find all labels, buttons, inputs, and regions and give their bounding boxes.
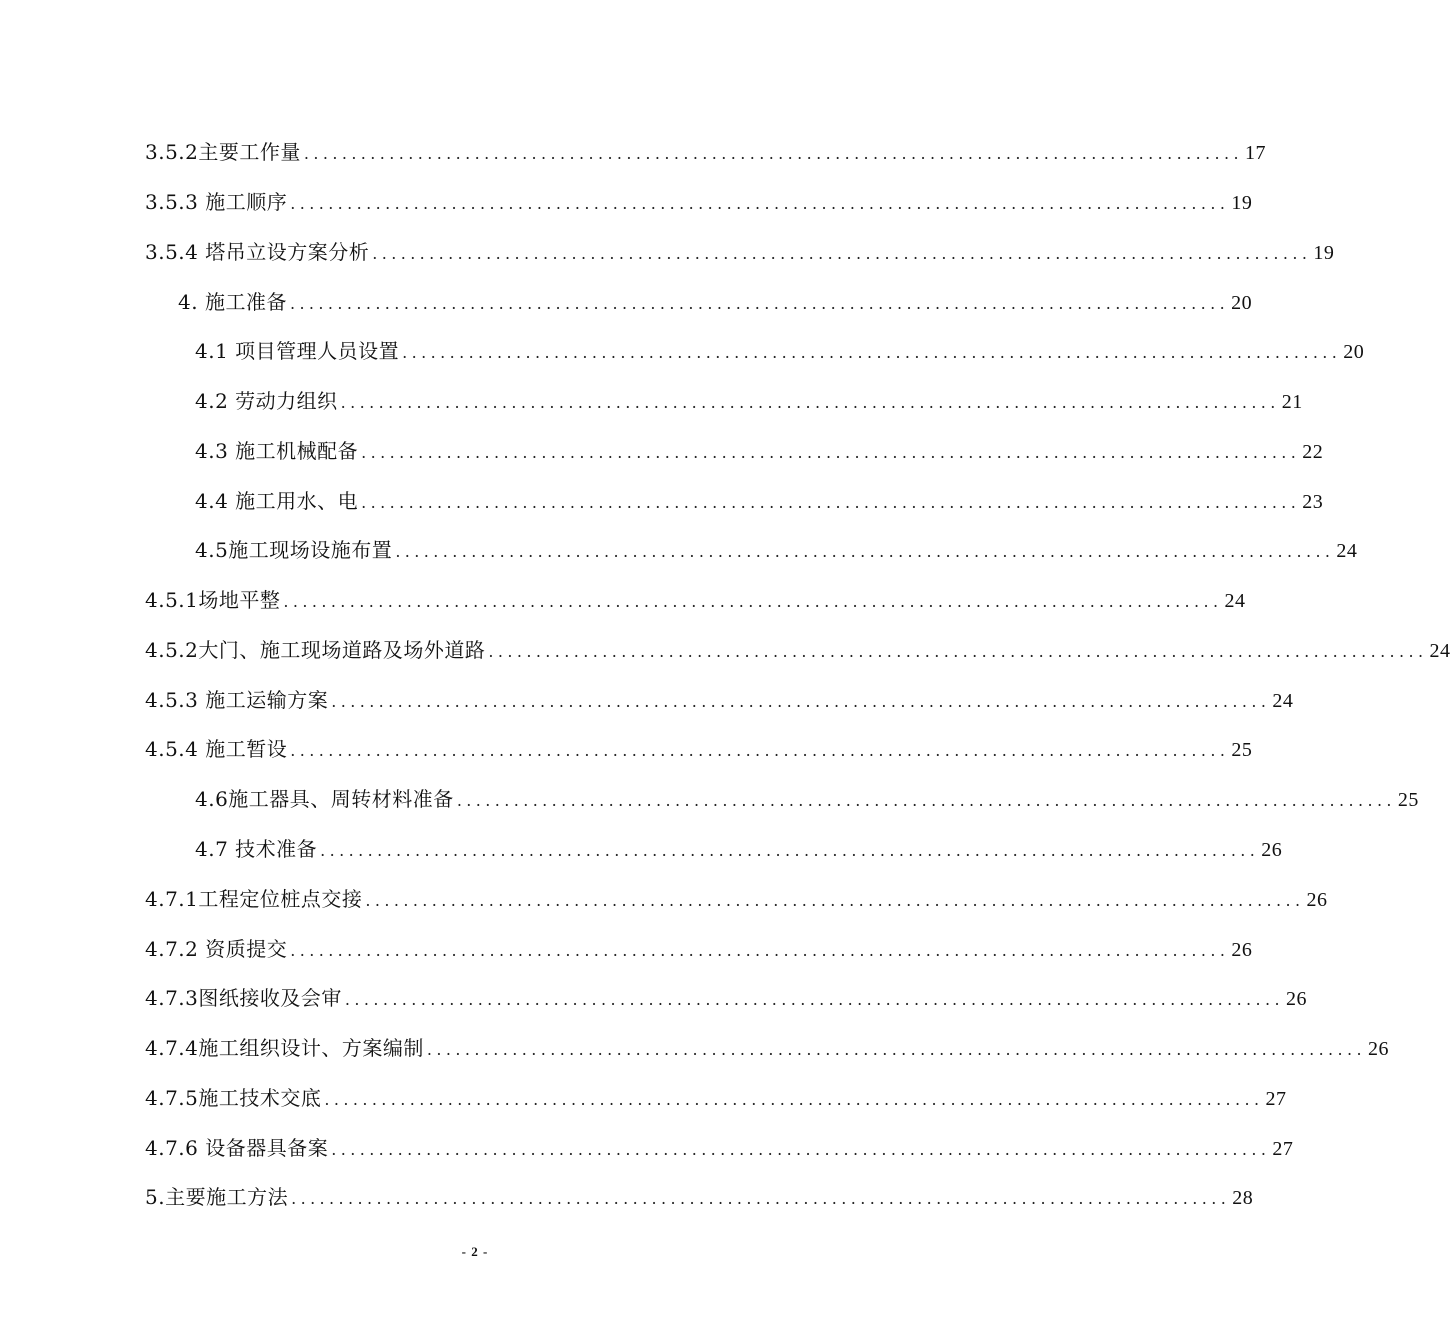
- toc-entry[interactable]: [145, 186, 1253, 218]
- toc-entry-page: 19: [1313, 242, 1335, 264]
- toc-entry-page: 24: [1336, 540, 1358, 562]
- toc-entry[interactable]: [145, 634, 1451, 666]
- toc-dot-leader: ...................................................................................................: [344, 990, 1284, 1009]
- toc-dot-leader: ...................................................................................................: [340, 393, 1280, 412]
- toc-entry[interactable]: [145, 1181, 1254, 1213]
- toc-entry-title: 4.7.1工程定位桩点交接: [145, 887, 363, 911]
- toc-entry[interactable]: [195, 833, 1283, 865]
- toc-entry-title: 4.7.3图纸接收及会审: [145, 986, 342, 1010]
- toc-entry-title: 4.5.3 施工运输方案: [145, 688, 329, 712]
- toc-dot-leader: ...................................................................................................: [488, 642, 1428, 661]
- toc-entry[interactable]: [145, 684, 1294, 716]
- toc-dot-leader: ...................................................................................................: [289, 294, 1230, 313]
- toc-entry-title: 4.4 施工用水、电: [195, 489, 359, 513]
- toc-entry-page: 26: [1368, 1038, 1389, 1060]
- toc-dot-leader: ...................................................................................................: [320, 841, 1260, 860]
- toc-dot-leader: ...................................................................................................: [361, 493, 1301, 512]
- toc-entry-title: 4. 施工准备: [178, 290, 287, 314]
- toc-entry-page: 23: [1302, 491, 1324, 513]
- toc-entry-page: 24: [1224, 590, 1246, 612]
- toc-entry-title: 5.主要施工方法: [145, 1185, 289, 1209]
- toc-dot-leader: ...................................................................................................: [395, 542, 1335, 561]
- toc-entry-page: 26: [1286, 988, 1307, 1010]
- toc-entry[interactable]: [145, 982, 1307, 1014]
- toc-entry[interactable]: [145, 136, 1266, 168]
- toc-entry[interactable]: [145, 1082, 1287, 1114]
- toc-entry-page: 26: [1231, 939, 1253, 961]
- page-number: - 2 -: [461, 1244, 489, 1259]
- toc-dot-leader: ...................................................................................................: [324, 1090, 1264, 1109]
- toc-entry-title: 4.2 劳动力组织: [195, 389, 338, 413]
- toc-entry[interactable]: [145, 1032, 1389, 1064]
- toc-entry-page: 22: [1302, 441, 1324, 463]
- toc-entry[interactable]: [195, 534, 1358, 566]
- toc-entry-page: 26: [1306, 889, 1328, 911]
- toc-dot-leader: ...................................................................................................: [402, 343, 1342, 362]
- toc-entry-page: 17: [1245, 142, 1266, 164]
- toc-entry-title: 4.7.2 资质提交: [145, 937, 288, 961]
- toc-entry-title: 3.5.2主要工作量: [145, 140, 301, 164]
- toc-entry-title: 4.3 施工机械配备: [195, 439, 359, 463]
- toc-entry[interactable]: [145, 584, 1246, 616]
- toc-dot-leader: ...................................................................................................: [331, 1140, 1271, 1159]
- toc-entry-title: 4.7.6 设备器具备案: [145, 1136, 329, 1160]
- toc-dot-leader: ...................................................................................................: [290, 194, 1230, 213]
- toc-entry-title: 4.7.5施工技术交底: [145, 1086, 322, 1110]
- toc-entry[interactable]: [195, 783, 1419, 815]
- toc-entry[interactable]: [145, 883, 1328, 915]
- toc-dot-leader: ...................................................................................................: [361, 443, 1301, 462]
- toc-entry-page: 20: [1231, 292, 1253, 314]
- toc-entry-page: 27: [1265, 1088, 1287, 1110]
- toc-dot-leader: ...................................................................................................: [365, 891, 1305, 910]
- toc-entry-page: 25: [1231, 739, 1253, 761]
- toc-entry-page: 24: [1429, 640, 1451, 662]
- toc-dot-leader: ...................................................................................................: [426, 1040, 1366, 1059]
- toc-entry[interactable]: [195, 385, 1303, 417]
- toc-dot-leader: ...................................................................................................: [303, 144, 1243, 163]
- toc-entry-page: 28: [1232, 1187, 1254, 1209]
- toc-entry-page: 21: [1281, 391, 1303, 413]
- toc-entry-title: 4.7.4施工组织设计、方案编制: [145, 1036, 424, 1060]
- toc-dot-leader: ...................................................................................................: [372, 244, 1312, 263]
- toc-entry-page: 20: [1343, 341, 1365, 363]
- toc-entry[interactable]: [145, 733, 1253, 765]
- toc-entry[interactable]: [195, 485, 1324, 517]
- toc-entry-title: 4.7 技术准备: [195, 837, 318, 861]
- toc-entry-title: 3.5.4 塔吊立设方案分析: [145, 240, 370, 264]
- toc-entry-title: 4.5.1场地平整: [145, 588, 281, 612]
- toc-entry[interactable]: [195, 335, 1365, 367]
- toc-entry-page: 25: [1397, 789, 1419, 811]
- toc-dot-leader: ...................................................................................................: [456, 791, 1396, 810]
- toc-entry-title: 4.5施工现场设施布置: [195, 538, 393, 562]
- toc-entry-page: 19: [1231, 192, 1253, 214]
- toc-entry-page: 26: [1261, 839, 1283, 861]
- toc-dot-leader: ...................................................................................................: [283, 592, 1223, 611]
- toc-entry[interactable]: [195, 435, 1324, 467]
- toc-entry-title: 4.5.4 施工暂设: [145, 737, 288, 761]
- toc-entry[interactable]: [145, 1132, 1294, 1164]
- toc-entry[interactable]: [178, 286, 1253, 318]
- toc-dot-leader: ...................................................................................................: [290, 941, 1230, 960]
- toc-dot-leader: ...................................................................................................: [331, 692, 1271, 711]
- toc-entry[interactable]: [145, 236, 1335, 268]
- toc-entry-page: 24: [1272, 690, 1294, 712]
- toc-entry-title: 3.5.3 施工顺序: [145, 190, 288, 214]
- toc-dot-leader: ...................................................................................................: [290, 741, 1230, 760]
- toc-dot-leader: ...................................................................................................: [291, 1189, 1231, 1208]
- toc-entry-title: 4.6施工器具、周转材料准备: [195, 787, 454, 811]
- toc-entry-title: 4.5.2大门、施工现场道路及场外道路: [145, 638, 486, 662]
- toc-entry[interactable]: [145, 933, 1253, 965]
- toc-entry-title: 4.1 项目管理人员设置: [195, 339, 400, 363]
- toc-entry-page: 27: [1272, 1138, 1294, 1160]
